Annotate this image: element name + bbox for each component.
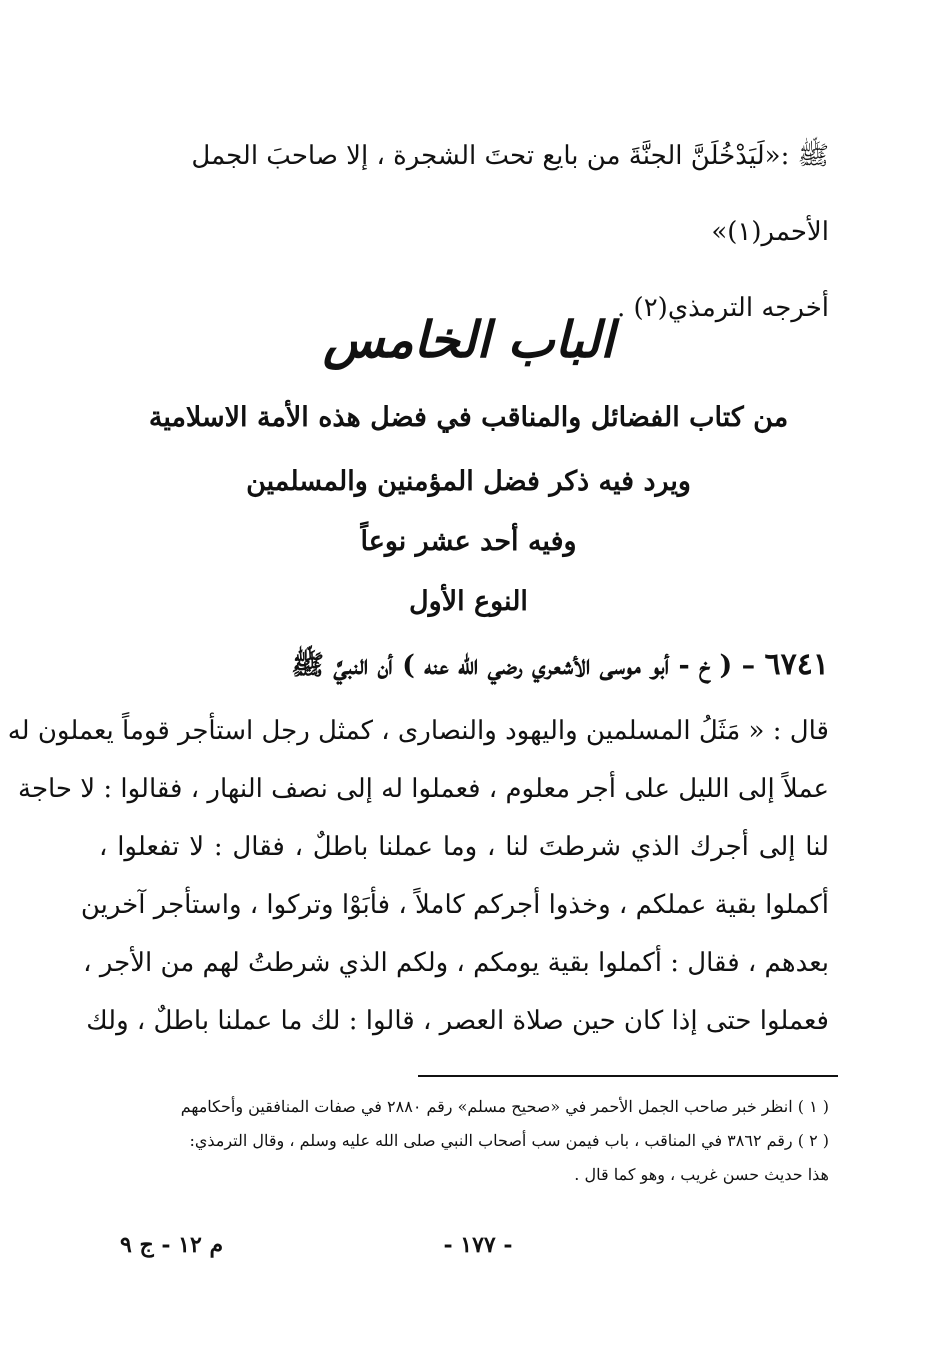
body-line-6: فعملوا حتى إذا كان حين صلاة العصر ، قالوا : لك ما عملنا باطلٌ ، ولك (86, 1006, 829, 1036)
footnote-2: ( ٢ ) رقم ٣٨٦٢ في المناقب ، باب فيمن سب أصحاب النبي صلى الله عليه وسلم ، وقال الترمذي: (189, 1131, 829, 1150)
section-heading-1: من كتاب الفضائل والمناقب في فضل هذه الأمة الاسلامية (148, 402, 789, 433)
body-line-2: عملاً إلى الليل على أجر معلوم ، فعملوا له إلى نصف النهار ، فقالوا : لا حاجة (18, 774, 829, 804)
section-heading-4: النوع الأول (409, 586, 528, 617)
hadith-number: ٦٧٤١ (764, 647, 829, 682)
printer-signature: م ١٢ - ج ٩ (120, 1232, 224, 1258)
hadith-narrator: – ( خ - أبو موسى الأشعري رضي الله عنه ) أن النبيَّ ﷺ (291, 650, 756, 681)
body-line-1: قال : « مَثَلُ المسلمين واليهود والنصارى ، كمثل رجل استأجر قوماً يعملون له (7, 716, 829, 746)
hadith-body (7, 702, 829, 1050)
intro-line-1: ﷺ :«لَيَدْخُلَنَّ الجنَّةَ من بايع تحتَ الشجرة ، إلا صاحبَ الجمل الأحمر(١)» (191, 141, 829, 247)
footnote-2-continuation: هذا حديث حسن غريب ، وهو كما قال . (574, 1165, 829, 1184)
section-heading-3: وفيه أحد عشر نوعاً (360, 526, 577, 557)
hadith-header (99, 640, 829, 691)
body-line-5: بعدهم ، فقال : أكملوا بقية يومكم ، ولكم الذي شرطتُ لهم من الأجر ، (83, 948, 829, 978)
chapter-title: الباب الخامس (322, 310, 615, 369)
page-number: - ١٧٧ - (443, 1232, 513, 1258)
footnotes (99, 1090, 829, 1192)
intro-line-2: أخرجه الترمذي(٢) . (617, 293, 829, 323)
footnote-1: ( ١ ) انظر خبر صاحب الجمل الأحمر في «صحيح مسلم» رقم ٢٨٨٠ في صفات المنافقين وأحكامهم (180, 1097, 829, 1116)
section-heading-2: ويرد فيه ذكر فضل المؤمنين والمسلمين (246, 466, 691, 497)
body-line-4: أكملوا بقية عملكم ، وخذوا أجركم كاملاً ، فأبَوْا وتركوا ، واستأجر آخرين (80, 890, 829, 920)
footnote-divider (418, 1075, 838, 1077)
body-line-3: لنا إلى أجرك الذي شرطتَ لنا ، وما عملنا باطلٌ ، فقال : لا تفعلوا ، (99, 832, 829, 862)
